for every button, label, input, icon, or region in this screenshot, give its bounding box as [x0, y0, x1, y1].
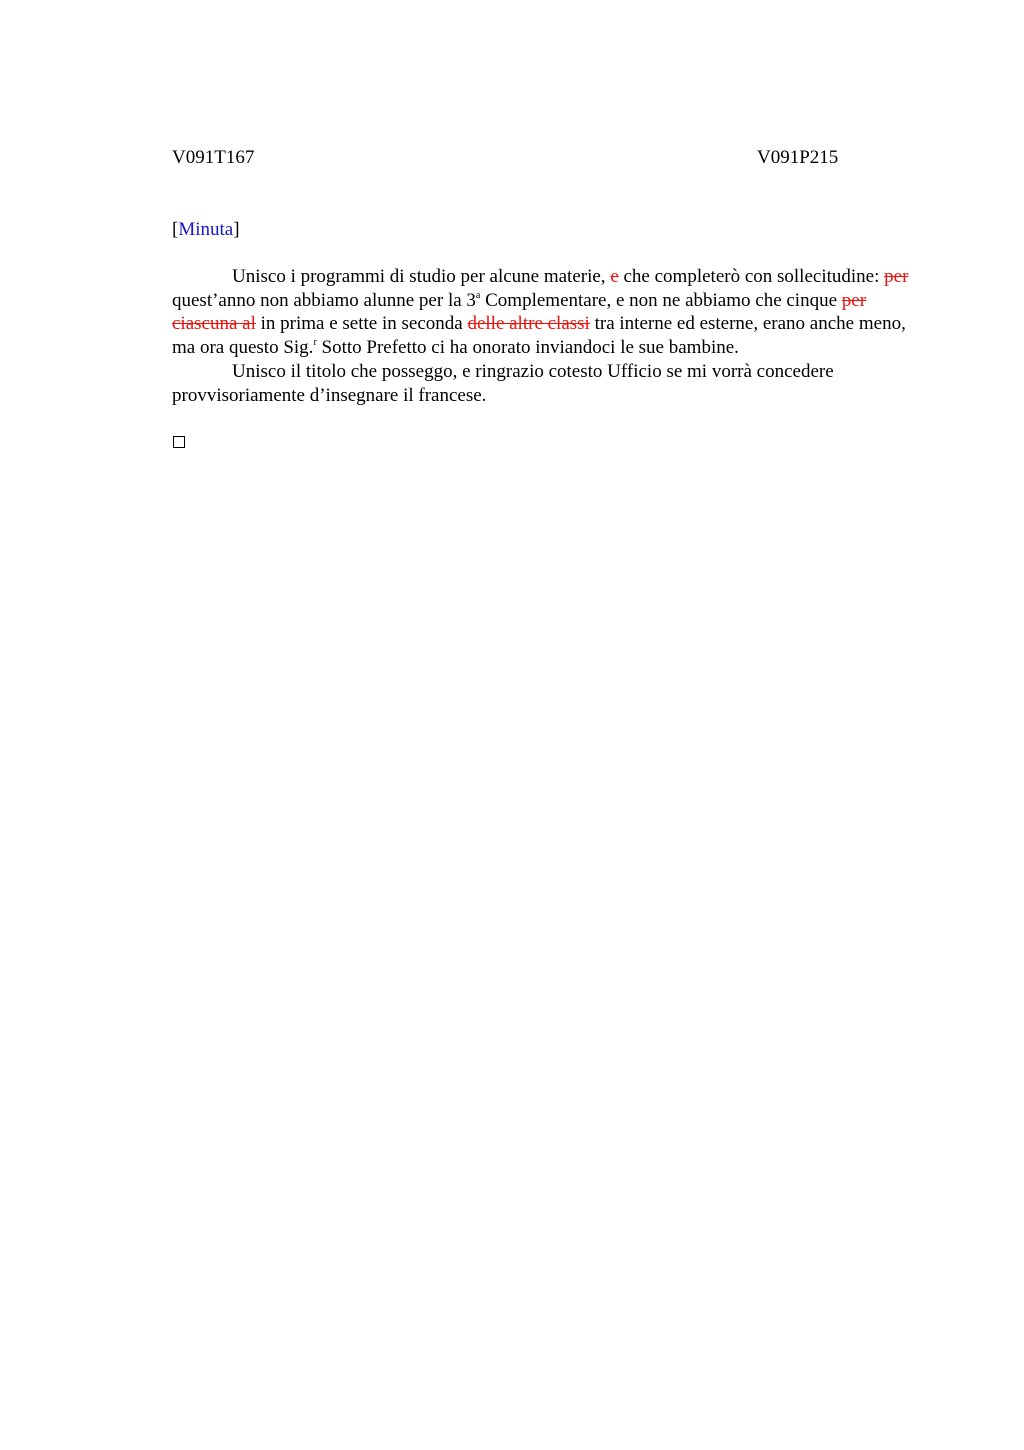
superscript: r: [313, 337, 317, 349]
document-code-right: V091P215: [757, 147, 839, 168]
draft-label: [172, 218, 240, 242]
text-segment: quest’anno non abbiamo alunne per la 3: [172, 289, 476, 311]
text-segment: che completerò con sollecitudine:: [618, 266, 885, 287]
letter-body: [172, 265, 920, 407]
text-segment: in prima e sette in seconda: [255, 313, 468, 335]
text-segment: Complementare, e non ne abbiamo che cinque: [480, 289, 842, 311]
paragraph-1: [172, 265, 920, 360]
paragraph-2: [172, 360, 920, 407]
draft-label-text: Minuta: [178, 219, 234, 240]
open-bracket: [: [172, 219, 179, 240]
document-code-left: V091T167: [172, 147, 255, 168]
text-segment: Unisco i programmi di studio per alcune materie,: [232, 266, 611, 287]
close-bracket: ]: [233, 219, 240, 240]
text-segment: tra interne ed esterne, erano anche meno, ma ora questo Sig.: [172, 313, 906, 359]
text-segment: Sotto Prefetto ci ha onorato inviandoci le sue bambine.: [316, 337, 739, 359]
deleted-text: e: [610, 266, 619, 287]
end-marker-box-icon: [173, 436, 185, 448]
deleted-text: per ciascuna al: [172, 289, 867, 335]
text-segment: Unisco il titolo che posseggo, e ringrazio cotesto Ufficio se mi vorrà concedere provvisoriamente d’insegnare il francese.: [172, 360, 834, 406]
deleted-text: per: [884, 266, 909, 287]
deleted-text: delle altre classi: [467, 313, 590, 335]
superscript: a: [475, 289, 481, 301]
